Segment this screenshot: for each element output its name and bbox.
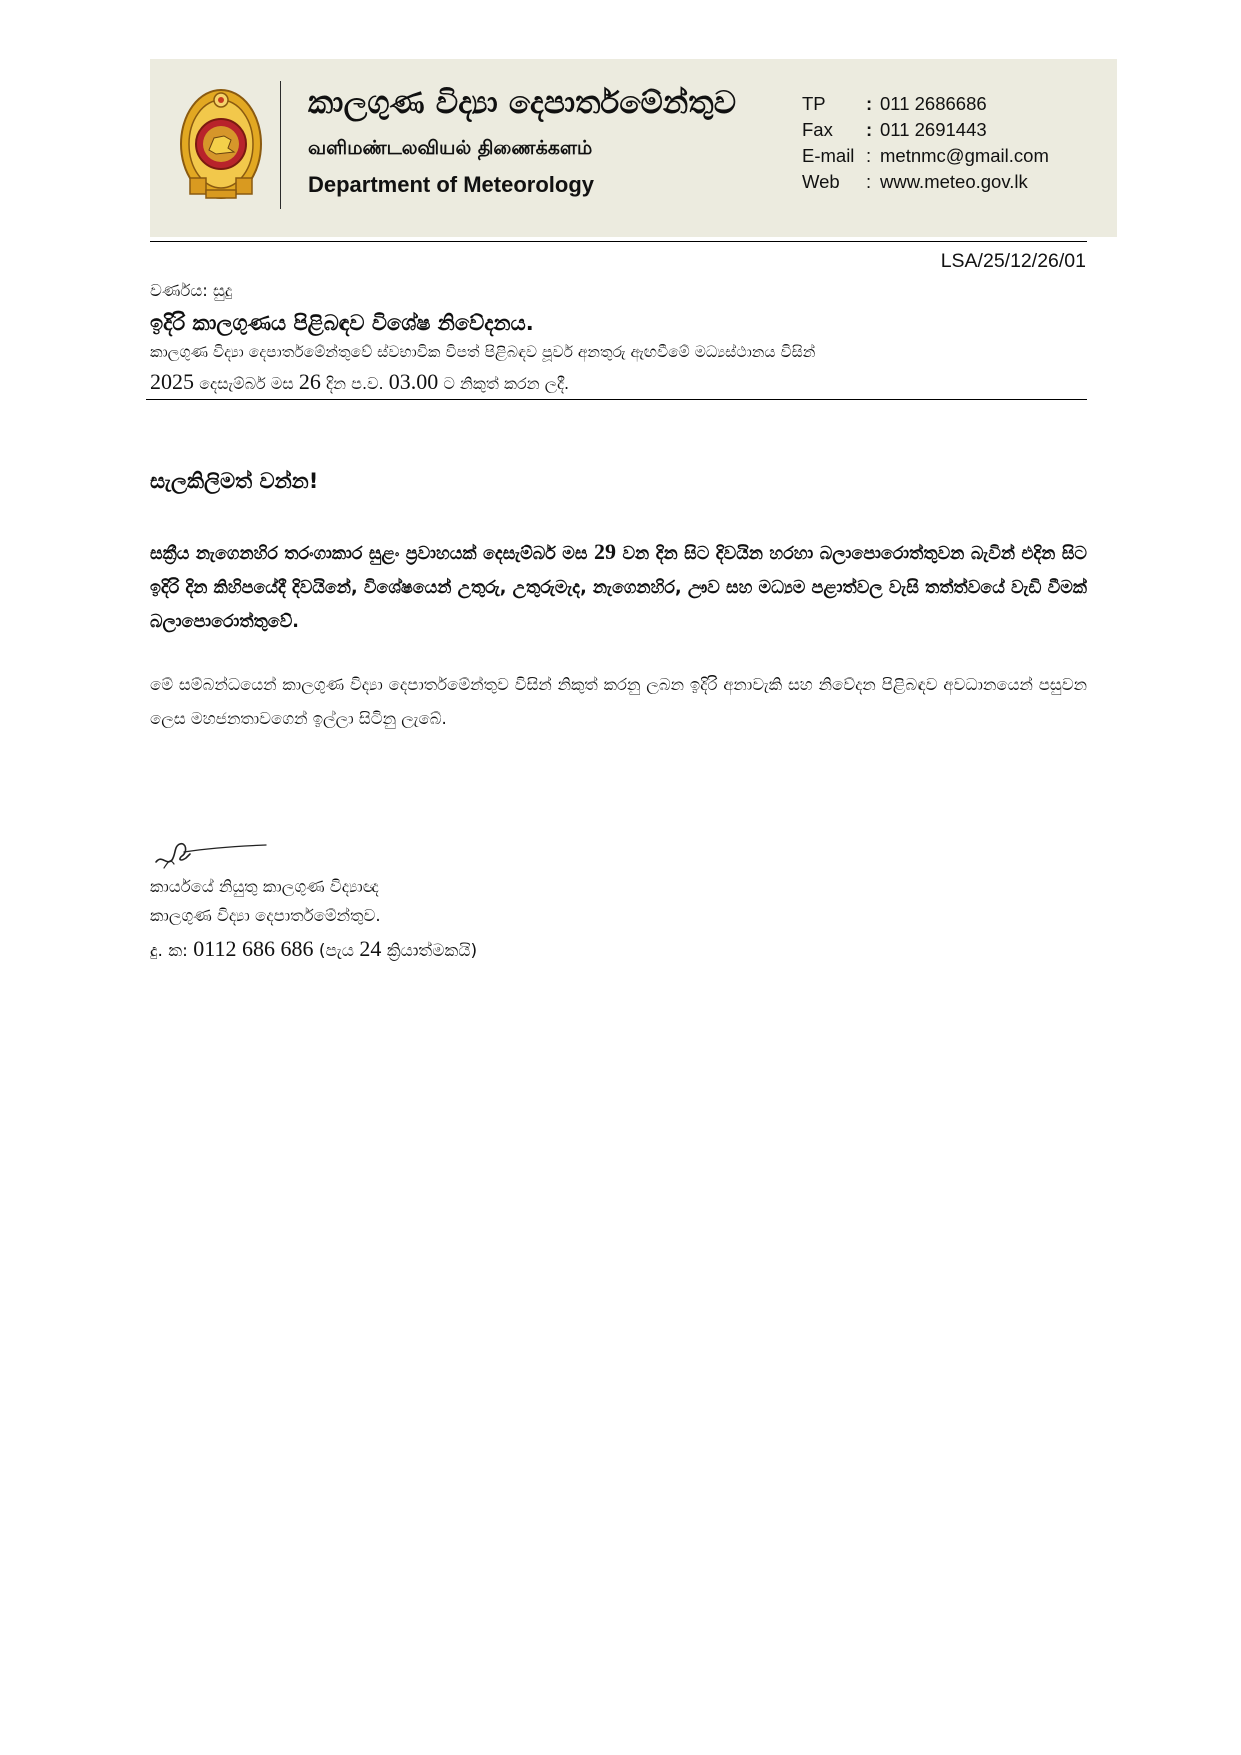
contact-label: E-mail: [802, 145, 855, 166]
phone-number: 0112 686 686: [193, 936, 314, 961]
issued-day: 26: [298, 369, 321, 394]
issued-end: ට නිකුත් කරන ලදී.: [443, 374, 570, 393]
letterhead: [150, 59, 1117, 237]
contact-value: www.meteo.gov.lk: [880, 171, 1028, 192]
issued-by-line: කාලගුණ විද්‍යා දෙපාර්තමේන්තුවේ ස්වභාවික විපත් පිළිබඳව පූර්ව අනතුරු ඇඟවීමේ මධ්‍යස්ථානය විසින්: [150, 343, 816, 361]
contact-separator: :: [866, 93, 873, 114]
phone-note-a: (පැය: [318, 941, 354, 961]
contact-row-tp: [802, 91, 1049, 117]
org-name-tamil: வளிமண்டலவியல் திணைக்களம்: [308, 137, 593, 159]
title-rule: [146, 399, 1087, 400]
public-request-paragraph: මේ සම්බන්ධයෙන් කාලගුණ විද්‍යා දෙපාර්තමේන්තුව විසින් නිකුත් කරනු ලබන ඉදිරි අනාවැකි සහ නිවේදන පිළිබඳව අවධානයෙන් පසුවන ලෙස මහජනතාවගෙන් ඉල්ලා සිටිනු ලැබේ.: [150, 675, 1087, 728]
phone-note-hours: 24: [359, 936, 382, 961]
phone-label: දු. ක:: [150, 941, 188, 961]
colour-value: සුදු: [213, 281, 233, 300]
signatory-title: කාර්යයේ නියුතු කාලගුණ විද්‍යාඥ: [150, 877, 379, 896]
contact-value: 011 2686686: [880, 93, 987, 114]
contact-separator: :: [866, 119, 873, 140]
contact-separator: :: [866, 171, 872, 192]
org-name-english: Department of Meteorology: [308, 172, 595, 197]
contact-row-web: [802, 169, 1049, 195]
document-title: ඉදිරි කාලගුණය පිළිබඳව විශේෂ නිවේදනය.: [150, 311, 534, 335]
org-name-sinhala: කාලගුණ විද්‍යා දෙපාර්තමේන්තුව: [308, 85, 737, 121]
header-rule: [150, 241, 1087, 242]
contact-separator: :: [866, 145, 872, 166]
colour-label: වර්ණය:: [150, 281, 208, 300]
national-emblem-icon: [176, 86, 266, 206]
signatory-department: කාලගුණ විද්‍යා දෙපාර්තමේන්තුව.: [150, 906, 381, 925]
contact-value: 011 2691443: [880, 119, 987, 140]
attention-heading: සැලකිලිමත් වන්න!: [150, 469, 319, 493]
contact-value: metnmc@gmail.com: [880, 145, 1049, 166]
phone-note-b: ක්‍රියාත්මකයි): [386, 941, 478, 961]
contact-label: Web: [802, 171, 840, 192]
contact-row-email: [802, 143, 1049, 169]
letterhead-divider: [280, 81, 281, 209]
contact-block: [802, 91, 1049, 195]
signature-image: [150, 832, 270, 872]
advisory-date: 29: [593, 539, 616, 564]
contact-row-fax: [802, 117, 1049, 143]
colour-code: [150, 281, 232, 301]
issued-day-suffix: දින ප.ව.: [325, 374, 384, 393]
issued-year: 2025: [150, 369, 194, 394]
issued-month: දෙසැම්බර් මස: [199, 374, 294, 393]
hotline: [150, 936, 477, 962]
issued-time: 03.00: [388, 369, 439, 394]
advisory-text-a: සක්‍රීය නැගෙනහිර තරංගාකාර සුළං ප්‍රවාහයක් දෙසැම්බර් මස: [150, 544, 588, 564]
reference-number: LSA/25/12/26/01: [940, 250, 1086, 272]
contact-label: Fax: [802, 119, 833, 140]
issued-date-line: [150, 369, 569, 395]
advisory-paragraph: [150, 535, 1087, 639]
advisory-text-b: වන දින සිට දිවයින හරහා බලාපොරොත්තුවන බැවින් එදින සිට ඉදිරි දින කිහිපයේදී දිවයිනේ, විශේෂයෙන් උතුරු, උතුරුමැද, නැගෙනහිර, ඌව සහ මධ්‍යම පළාත්වල වැසි තත්ත්වයේ වැඩි වීමක් බලාපොරොත්තුවේ.: [150, 544, 1087, 632]
contact-label: TP: [802, 93, 826, 114]
